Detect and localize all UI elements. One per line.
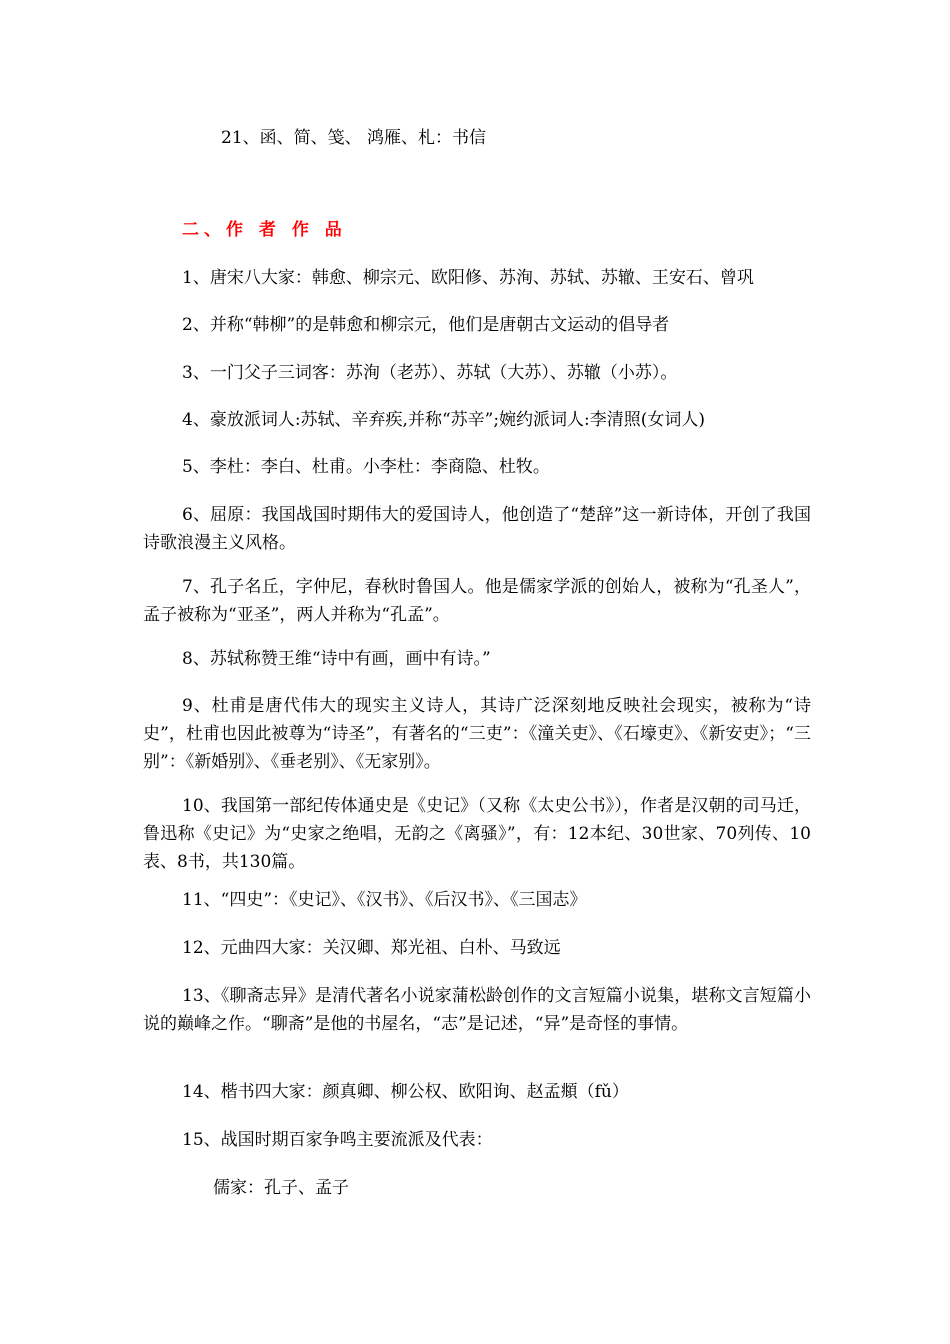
item-21-letters: 21、函、简、笺、 鸿雁、札：书信 [221, 128, 487, 148]
item-4: 4、豪放派词人:苏轼、辛弃疾,并称“苏辛”;婉约派词人:李清照(女词人) [182, 410, 706, 430]
item-5: 5、李杜：李白、杜甫。小李杜：李商隐、杜牧。 [182, 457, 550, 477]
item-1: 1、唐宋八大家：韩愈、柳宗元、欧阳修、苏洵、苏轼、苏辙、王安石、曾巩 [182, 268, 754, 288]
item-9: 9、杜甫是唐代伟大的现实主义诗人，其诗广泛深刻地反映社会现实，被称为“诗史”，杜甫也因此被尊为“诗圣”，有著名的“三吏”：《潼关吏》、《石壕吏》、《新安吏》；“三别”：《新婚别》、《垂老别》、《无家别》。 [143, 696, 811, 772]
section-heading-authors-works: 二、作 者 作 品 [182, 220, 347, 240]
sub-item-confucianism: 儒家：孔子、孟子 [213, 1178, 349, 1198]
item-10: 10、我国第一部纪传体通史是《史记》（又称《太史公书》），作者是汉朝的司马迁，鲁迅称《史记》为“史家之绝唱，无韵之《离骚》”，有：12本纪、30世家、70列传、10表、8书，共130篇。 [143, 796, 811, 872]
item-11: 11、“四史”：《史记》、《汉书》、《后汉书》、《三国志》 [182, 890, 587, 910]
item-3: 3、一门父子三词客：苏洵（老苏）、苏轼（大苏）、苏辙（小苏）。 [182, 363, 678, 383]
item-12: 12、元曲四大家：关汉卿、郑光祖、白朴、马致远 [182, 938, 561, 958]
item-8: 8、苏轼称赞王维“诗中有画，画中有诗。” [182, 649, 491, 669]
item-14: 14、楷书四大家：颜真卿、柳公权、欧阳询、赵孟頫（fǔ） [182, 1082, 629, 1102]
item-6: 6、屈原：我国战国时期伟大的爱国诗人，他创造了“楚辞”这一新诗体，开创了我国诗歌浪漫主义风格。 [143, 505, 811, 553]
item-13: 13、《聊斋志异》是清代著名小说家蒲松龄创作的文言短篇小说集，堪称文言短篇小说的巅峰之作。“聊斋”是他的书屋名，“志”是记述，“异”是奇怪的事情。 [143, 986, 811, 1034]
item-7: 7、孔子名丘，字仲尼，春秋时鲁国人。他是儒家学派的创始人，被称为“孔圣人”，孟子被称为“亚圣”，两人并称为“孔孟”。 [143, 577, 811, 625]
item-2: 2、并称“韩柳”的是韩愈和柳宗元，他们是唐朝古文运动的倡导者 [182, 315, 670, 335]
item-15: 15、战国时期百家争鸣主要流派及代表： [182, 1130, 493, 1150]
